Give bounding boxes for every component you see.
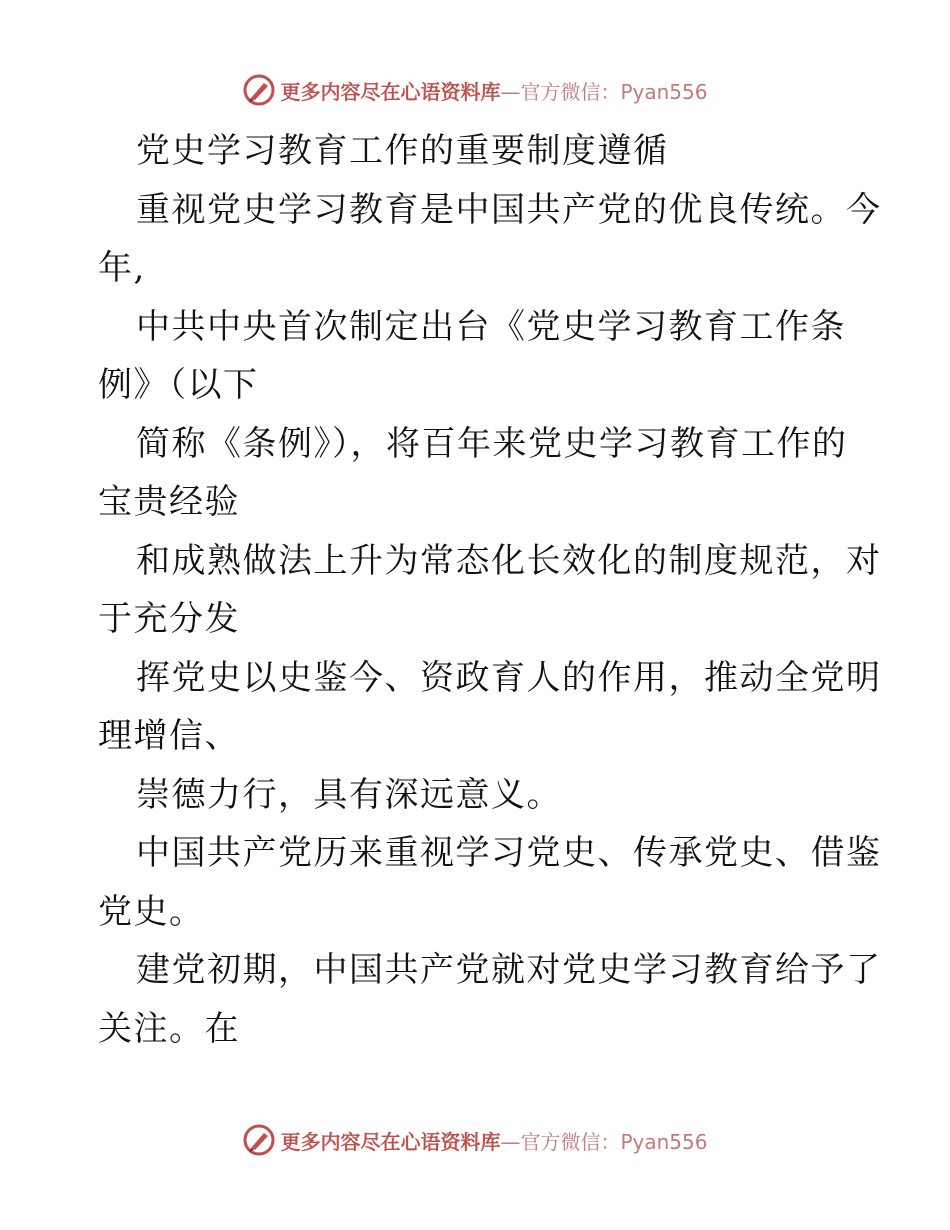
document-line: 和成熟做法上升为常态化长效化的制度规范，对 xyxy=(136,540,882,581)
document-line: 中共中央首次制定出台《党史学习教育工作条 xyxy=(136,306,846,347)
document-line: 重视党史学习教育是中国共产党的优良传统。今 xyxy=(136,189,882,230)
document-line: 理增信、 xyxy=(98,716,240,756)
document-line: 建党初期，中国共产党就对党史学习教育给予了 xyxy=(136,950,882,990)
footer-banner xyxy=(0,1120,950,1160)
header-banner-text xyxy=(280,76,707,105)
pen-logo-icon xyxy=(242,73,276,107)
document-line: 崇德力行，具有深远意义。 xyxy=(136,774,562,815)
footer-brand-text: 更多内容尽在心语资料库 xyxy=(280,1129,501,1154)
document-line: 于充分发 xyxy=(98,599,240,639)
document-line: 党史。 xyxy=(98,891,205,932)
document-line: 关注。在 xyxy=(98,1008,240,1049)
footer-banner-text xyxy=(280,1126,707,1155)
pen-logo-icon xyxy=(242,1123,276,1157)
header-brand-text: 更多内容尽在心语资料库 xyxy=(280,79,501,104)
footer-separator: — xyxy=(500,1129,521,1154)
header-wechat-text: 官方微信：Pyan556 xyxy=(520,79,708,104)
document-line: 例》（以下 xyxy=(98,365,259,405)
document-line: 挥党史以史鉴今、资政育人的作用，推动全党明 xyxy=(136,657,882,698)
document-line: 中国共产党历来重视学习党史、传承党史、借鉴 xyxy=(136,833,882,873)
document-line: 年, xyxy=(98,248,146,288)
document-line: 宝贵经验 xyxy=(98,482,240,522)
header-banner xyxy=(0,70,950,110)
document-line: 党史学习教育工作的重要制度遵循 xyxy=(136,131,669,171)
footer-wechat-text: 官方微信：Pyan556 xyxy=(520,1129,708,1154)
document-body xyxy=(98,122,882,1058)
document-line: 简称《条例》），将百年来党史学习教育工作的 xyxy=(136,423,848,464)
header-separator: — xyxy=(500,79,521,104)
